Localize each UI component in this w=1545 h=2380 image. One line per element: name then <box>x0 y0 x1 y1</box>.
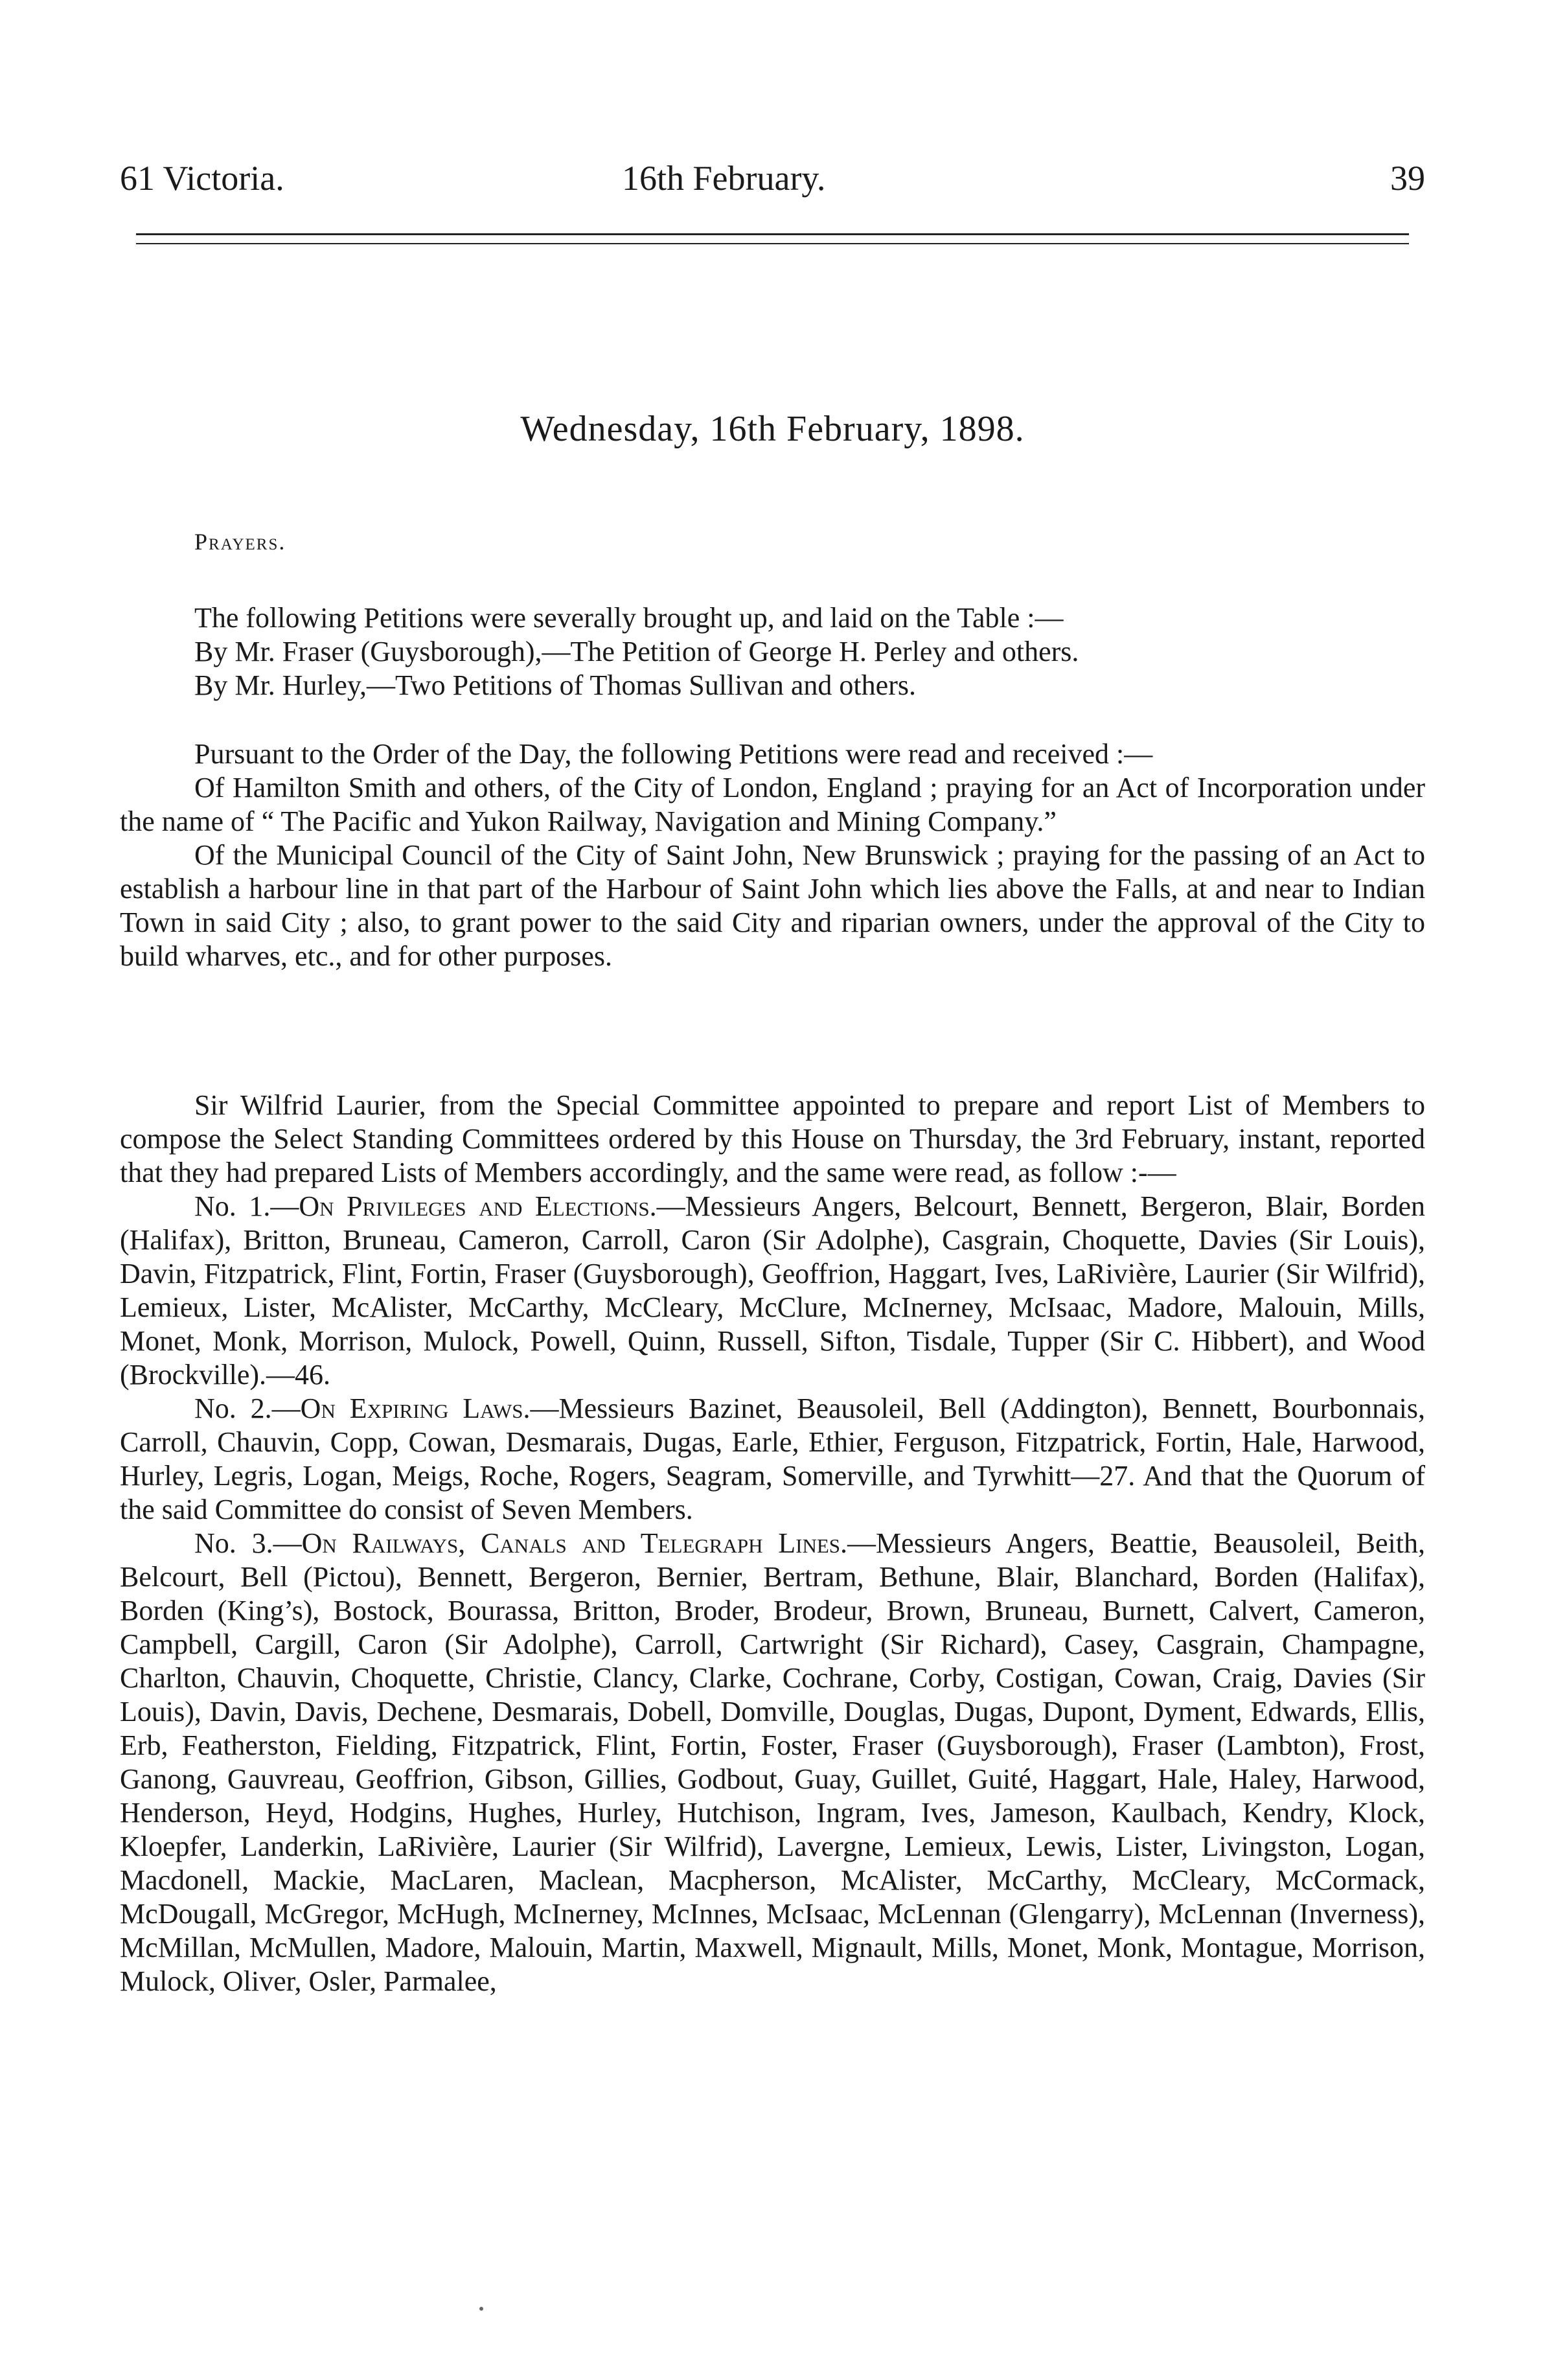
page-date: 16th February. <box>622 159 826 198</box>
committee-entry <box>120 1190 1425 1392</box>
prayers-heading: Prayers. <box>194 529 286 555</box>
committee-title: On Expiring Laws. <box>300 1392 531 1424</box>
committees-intro: Sir Wilfrid Laurier, from the Special Committee appointed to prepare and report List of Members to compose the Select Standing Committees ordered by this House on Thursday, the 3rd February, instant, reported that they had prepared Lists of Members accordingly, and the same were read, as follow :-— <box>120 1089 1425 1188</box>
committee-number: No. 1.— <box>194 1190 299 1222</box>
sitting-date-heading: Wednesday, 16th February, 1898. <box>520 409 1025 449</box>
committee-title: On Privileges and Elections. <box>299 1190 657 1222</box>
committee-entry <box>120 1392 1425 1527</box>
standing-committees-section <box>120 1089 1425 1998</box>
received-petition: Of the Municipal Council of the City of Saint John, New Brunswick ; praying for the passing of an Act to establish a harbour line in that part of the Harbour of Saint John which lies above the Falls, at and near to Indian Town in said City ; also, to grant power to the said City and riparian owners, under the approval of the City to build wharves, etc., and for other purposes. <box>120 839 1425 972</box>
petitions-received-section <box>120 737 1425 973</box>
committee-number: No. 2.— <box>194 1392 301 1424</box>
committee-title: On Railways, Canals and Telegraph Lines. <box>301 1527 848 1559</box>
print-speck <box>479 2307 483 2311</box>
committee-members: —Messieurs Bazinet, Beausoleil, Bell (Addington), Bennett, Bourbonnais, Carroll, Chauvin, Copp, Cowan, Desmarais, Dugas, Earle, Ethier, Ferguson, Fitzpatrick, Fortin, Hale, Harwood, Hurley, Legris, Logan, Meigs, Roche, Rogers, Seagram, Somerville, and Tyrwhitt—27. And that the Quorum of the said Committee do consist of Seven Members. <box>120 1392 1426 1525</box>
committee-members: —Messieurs Angers, Belcourt, Bennett, Bergeron, Blair, Borden (Halifax), Britton, Bruneau, Cameron, Carroll, Caron (Sir Adolphe), Casgrain, Choquette, Davies (Sir Louis), Davin, Fitzpatrick, Flint, Fortin, Fraser (Guysborough), Geoffrion, Haggart, Ives, LaRivière, Laurier (Sir Wilfrid), Lemieux, Lister, McAlister, McCarthy, McCleary, McClure, McInerney, McIsaac, Madore, Malouin, Mills, Monet, Monk, Morrison, Mulock, Powell, Quinn, Russell, Sifton, Tisdale, Tupper (Sir C. Hibbert), and Wood (Brockville).—46. <box>120 1190 1425 1391</box>
running-head <box>120 152 1425 204</box>
page-number: 39 <box>1390 159 1425 198</box>
received-intro: Pursuant to the Order of the Day, the following Petitions were read and received :— <box>194 738 1153 770</box>
received-petition: Of Hamilton Smith and others, of the City of London, England ; praying for an Act of Incorporation under the name of “ The Pacific and Yukon Railway, Navigation and Mining Company.” <box>120 772 1425 837</box>
petitions-presented-section <box>120 601 1425 702</box>
committee-number: No. 3.— <box>194 1527 302 1559</box>
petitions-intro: The following Petitions were severally brought up, and laid on the Table :— <box>194 602 1064 634</box>
session-label: 61 Victoria. <box>120 159 284 198</box>
petition-item: By Mr. Fraser (Guysborough),—The Petition of George H. Perley and others. <box>194 636 1079 667</box>
header-double-rule <box>136 233 1409 244</box>
committee-entry <box>120 1527 1425 1998</box>
committee-members: —Messieurs Angers, Beattie, Beausoleil, Beith, Belcourt, Bell (Pictou), Bennett, Bergeron, Bernier, Bertram, Bethune, Blair, Blanchard, Borden (Halifax), Borden (King’s), Bostock, Bourassa, Britton, Broder, Brodeur, Brown, Bruneau, Burnett, Calvert, Cameron, Campbell, Cargill, Caron (Sir Adolphe), Carroll, Cartwright (Sir Richard), Casey, Casgrain, Champagne, Charlton, Chauvin, Choquette, Christie, Clancy, Clarke, Cochrane, Corby, Costigan, Cowan, Craig, Davies (Sir Louis), Davin, Davis, Dechene, Desmarais, Dobell, Domville, Douglas, Dugas, Dupont, Dyment, Edwards, Ellis, Erb, Featherston, Fielding, Fitzpatrick, Flint, Fortin, Foster, Fraser (Guysborough), Fraser (Lambton), Frost, Ganong, Gauvreau, Geoffrion, Gibson, Gillies, Godbout, Guay, Guillet, Guité, Haggart, Hale, Haley, Harwood, Henderson, Heyd, Hodgins, Hughes, Hurley, Hutchison, Ingram, Ives, Jameson, Kaulbach, Kendry, Klock, Kloepfer, Landerkin, LaRivière, Laurier (Sir Wilfrid), Lavergne, Lemieux, Lewis, Lister, Livingston, Logan, Macdonell, Mackie, MacLaren, Maclean, Macpherson, McAlister, McCarthy, McCleary, McCormack, McDougall, McGregor, McHugh, McInerney, McInnes, McIsaac, McLennan (Glengarry), McLennan (Inverness), McMillan, McMullen, Madore, Malouin, Martin, Maxwell, Mignault, Mills, Monet, Monk, Montague, Morrison, Mulock, Oliver, Osler, Parmalee, <box>120 1527 1426 1997</box>
petition-item: By Mr. Hurley,—Two Petitions of Thomas Sullivan and others. <box>194 669 916 701</box>
